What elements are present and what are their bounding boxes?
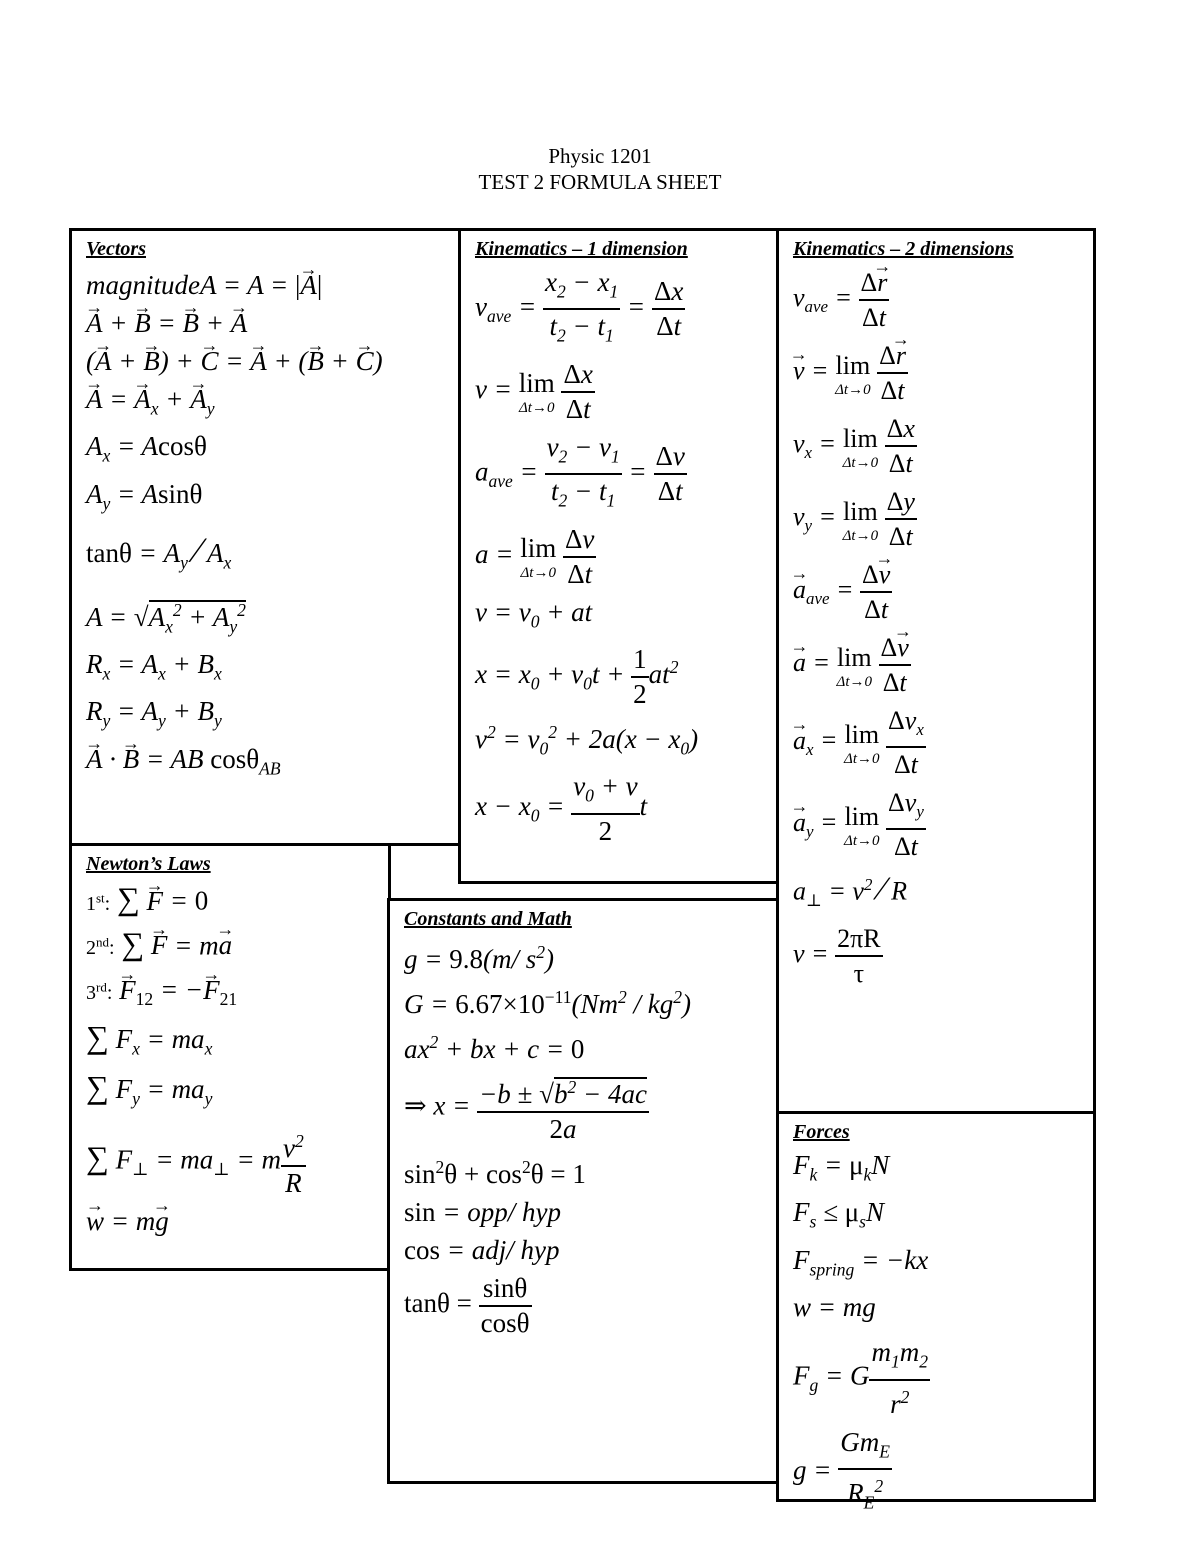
formula-displacement-avg: $x - x_0$ = $\frac{v_0 + v}{2}$ t [475, 771, 648, 846]
formula-commutative: → A + → B = → B + → A [86, 307, 448, 340]
formula-v-vec-limit: → v = lim Δt→0 $\frac{\Delta\to r}{\Delta t}$ [793, 339, 1083, 407]
formula-associative: (→ A + → B) + → C = → A + (→ B + → C) [86, 345, 448, 378]
kinematics-2d-box [776, 228, 1096, 1114]
formula-magnitude: magnitudeA = A = |→ A| [86, 269, 448, 302]
formula-quadratic-solution: ⇒ x = $\frac{-b \pm √b^2 - 4ac}{2a}$ [404, 1071, 766, 1146]
formula-g-constant: g = 9.8(m/ $s^2$) [404, 942, 554, 974]
formula-position: $x = x_0 + v_0t$ + $\frac{1}{2}$ $at^2$ [475, 643, 679, 709]
formula-magnitude-root: $A = √A_x^2 + A_y^2$ [86, 599, 246, 636]
formula-surface-gravity: g = $\frac{Gm_E}{R_E^2}$ [793, 1426, 890, 1513]
formula-spring-force: $F_{spring} = -kx$ [793, 1244, 929, 1280]
formula-dot-product: → A · → B = AB cosθ$_{AB}$ [86, 743, 448, 785]
formula-gravitation: $F_g = G$ $\frac{m_1m_2}{r^2}$ [793, 1337, 929, 1419]
formula-ay-limit: → $a_y$ = lim Δt→0 $\frac{\Delta v_y}{\Delta t}$ [793, 786, 1083, 863]
formula-ax: $A_x = Acos\theta$ [86, 431, 207, 466]
formula-tan-def: tanθ = $\frac{\sin\theta}{\cos\theta}$ [404, 1273, 530, 1338]
formula-second-law: 2nd: ∑ → F = m→ a [86, 926, 378, 966]
formula-aave: $a_{ave}$ = $\frac{v_2 - v_1}{t_2 - t_1}$ = $\frac{\Delta v}{\Delta t}$ [475, 431, 685, 511]
formula-static-friction: $F_s \le \mu_sN$ [793, 1197, 884, 1232]
formula-pythagorean-identity: $\sin^2\theta + \cos^2\theta = 1$ [404, 1157, 586, 1189]
kinematics-1d-heading: Kinematics – 1 dimension [475, 238, 688, 260]
formula-vy-limit: $v_y$ = lim Δt→0 $\frac{\Delta y}{\Delta t}$ [793, 487, 915, 551]
formula-sum-fy: ∑ $F_y = ma_y$ [86, 1068, 213, 1109]
formula-tan: $\tan\theta = A_y$ ⁄ $A_x$ [86, 530, 232, 573]
formula-third-law: 3rd: → $F_{12}$ = −→ $F_{21}$ [86, 970, 378, 1016]
formula-v-limit: v = lim Δt→0 $\frac{\Delta x}{\Delta t}$ [475, 358, 593, 424]
formula-v-v0-at: $v = v_0$ + at [475, 596, 593, 631]
formula-sum-fx: ∑ $F_x = ma_x$ [86, 1019, 213, 1059]
forces-heading: Forces [793, 1121, 850, 1143]
formula-a-vec-limit: → a = lim Δt→0 $\frac{\Delta\to v}{\Delta t}$ [793, 631, 1083, 699]
formula-sin-def: sin = opp/ hyp [404, 1197, 561, 1227]
formula-first-law: 1st: ∑ → F = 0 [86, 881, 378, 921]
constants-math-heading: Constants and Math [404, 908, 572, 930]
formula-ax-limit: → $a_x$ = lim Δt→0 $\frac{\Delta v_x}{\Delta t}$ [793, 704, 1083, 781]
formula-a-limit: a = lim Δt→0 $\frac{\Delta v}{\Delta t}$ [475, 523, 595, 589]
newtons-laws-heading: Newton’s Laws [86, 853, 211, 875]
formula-vx-limit: $v_x$ = lim Δt→0 $\frac{\Delta x}{\Delta t}$ [793, 414, 915, 478]
formula-quadratic: $ax^2$ + bx + c = 0 [404, 1032, 585, 1064]
sheet-title: TEST 2 FORMULA SHEET [478, 170, 722, 194]
formula-vave: $v_{ave}$ = $\frac{x_2 - x_1}{t_2 - t_1}$ = $\frac{\Delta x}{\Delta t}$ [475, 267, 684, 346]
formula-v-squared: $v^2 = v_0^2 + 2a(x - x_0)$ [475, 721, 699, 759]
formula-components: → A = → $A_x$ + → $A_y$ [86, 383, 448, 425]
constants-math-box [387, 898, 779, 1484]
formula-sum-fperp: ∑ $F_\perp = ma_\perp = m$ $\frac{v^2}{R}$ [86, 1125, 378, 1200]
formula-ry: $R_y = A_y + B_y$ [86, 696, 222, 731]
formula-centripetal: $a_\perp = v^2$ ⁄ R [793, 871, 908, 911]
formula-weight: w = mg [793, 1292, 876, 1323]
kinematics-1d-box [458, 228, 779, 884]
formula-cos-def: cos = adj/ hyp [404, 1235, 560, 1265]
formula-weight-vec: → w = m→ g [86, 1205, 378, 1238]
formula-rx: $R_x = A_x + B_x$ [86, 648, 222, 684]
formula-circular-speed: v = $\frac{2\pi R}{\tau}$ [793, 924, 881, 989]
vectors-box [69, 228, 461, 846]
formula-kinetic-friction: $F_k = \mu_kN$ [793, 1150, 890, 1185]
vectors-heading: Vectors [86, 238, 146, 260]
forces-box [776, 1111, 1096, 1513]
newtons-laws-box [69, 843, 391, 1271]
formula-vave-2d: $v_{ave}$ = $\frac{\Delta\to r}{\Delta t}$ [793, 266, 1083, 334]
formula-ay: $A_y = Asin\theta$ [86, 478, 203, 514]
formula-aave-2d: → $a_{ave}$ = $\frac{\Delta\to v}{\Delta t}$ [793, 558, 1083, 626]
formula-gravitational-constant: $G = 6.67\times 10^{-11}(Nm^2 / kg^2)$ [404, 987, 692, 1019]
kinematics-2d-heading: Kinematics – 2 dimensions [793, 238, 1014, 260]
course-title: Physic 1201 [548, 144, 652, 168]
